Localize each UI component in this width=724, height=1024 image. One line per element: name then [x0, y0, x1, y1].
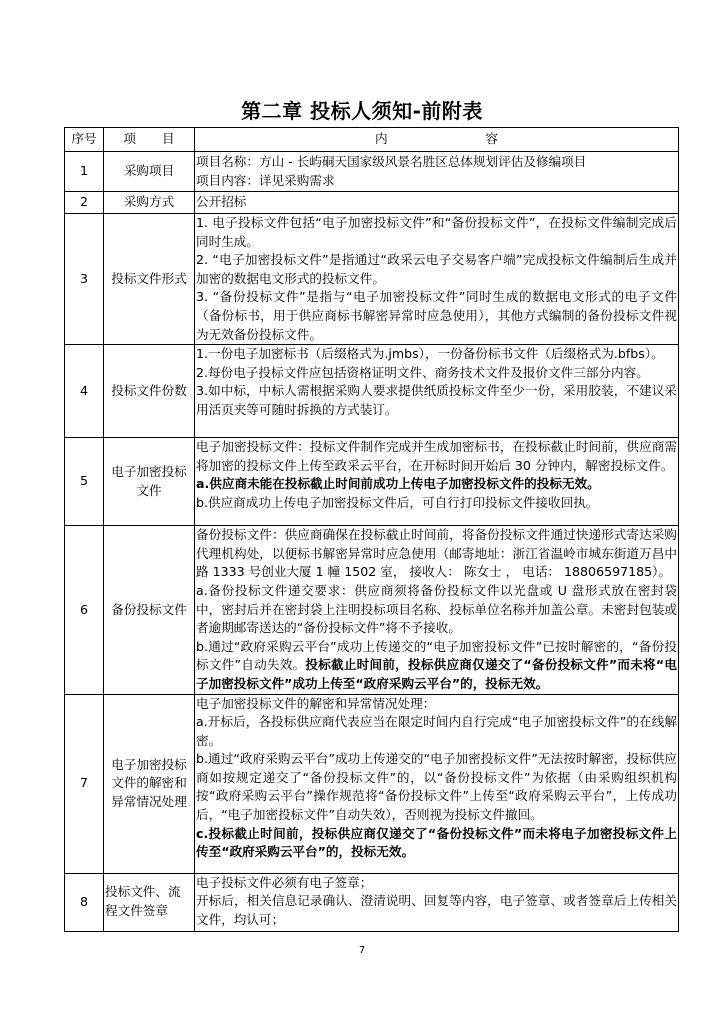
- content-paragraph: [196, 638, 677, 694]
- table-row: [65, 526, 679, 694]
- table-row: [65, 694, 679, 873]
- table-row: [65, 873, 679, 931]
- text: 2. “电子加密投标文件”是指通过“政采云电子交易客户端”完成投标文件编制后生成并加密的数据电文形式的投标文件。: [196, 252, 677, 286]
- row-content: [195, 345, 679, 438]
- text: 项目内容：详见采购需求: [196, 172, 335, 188]
- content-paragraph: [196, 172, 677, 191]
- text: a.开标后，各投标供应商代表应当在限定时间内自行完成“电子加密投标文件”的在线解密。: [196, 714, 677, 748]
- header-content-a: 内: [374, 131, 388, 147]
- row-item: 采购方式: [104, 192, 195, 214]
- row-number: 5: [65, 438, 104, 526]
- content-paragraph: [196, 713, 677, 750]
- content-paragraph: [196, 526, 677, 582]
- text: 1.一份电子加密标书（后缀格式为.jmbs），一份备份标书文件（后缀格式为.bfbs）。: [196, 346, 664, 362]
- row-content: [195, 152, 679, 192]
- content-paragraph: [196, 251, 677, 288]
- content-paragraph: [196, 153, 677, 172]
- row-content: [195, 192, 679, 214]
- header-content-b: 容: [485, 131, 499, 147]
- text: 备份投标文件：供应商确保在投标截止时间前，将备份投标文件通过快递形式寄达采购代理机构处，以便标书解密异常时应急使用（邮寄地址：浙江省温岭市城东街道万昌中路 1333 号创业大厦 1 幢 1502 室， 接收人： 陈女士 ， 电话： 18806597185）。: [196, 527, 677, 580]
- content-paragraph: [196, 214, 677, 251]
- row-content: [195, 873, 679, 931]
- bold-text: 投标截止时间前，投标供应商仅递交了“备份投标文件”而未将“电子加密投标文件”成功上传至“政府采购云平台”的，投标无效。: [196, 657, 677, 691]
- text: 项目名称：方山 - 长屿硐天国家级风景名胜区总体规划评估及修编项目: [196, 153, 587, 169]
- text: b.通过“政府采购云平台”成功上传递交的“电子加密投标文件”无法按时解密，投标供应商如按规定递交了“备份投标文件”的，以“备份投标文件”为依据（由采购组织机构按“政府采购云平台”操作规范将“备份投标文件”上传至“政府采购云平台”，上传成功后，“电子加密投标文件”自动失效），否则视为投标文件撤回。: [196, 751, 677, 823]
- header-no: 序号: [65, 128, 104, 152]
- row-content: [195, 526, 679, 694]
- row-item: 电子加密投标文件: [104, 438, 195, 526]
- table-row: [65, 345, 679, 438]
- row-item: 备份投标文件: [104, 526, 195, 694]
- content-paragraph: [196, 193, 677, 212]
- content-paragraph: [196, 582, 677, 638]
- row-number: 2: [65, 192, 104, 214]
- row-number: 4: [65, 345, 104, 438]
- row-number: 6: [65, 526, 104, 694]
- bidder-instructions-table: [64, 127, 679, 932]
- row-item: 投标文件、流程文件签章: [104, 873, 195, 931]
- text: 3. “备份投标文件”是指与“电子加密投标文件”同时生成的数据电文形式的电子文件（备份标书，用于供应商标书解密异常时应急使用），其他方式编制的备份投标文件视为无效备份投标文件。: [196, 289, 677, 342]
- content-paragraph: [196, 438, 677, 475]
- bold-text: c.投标截止时间前，投标供应商仅递交了“备份投标文件”而未将电子加密投标文件上传至“政府采购云平台”的，投标无效。: [196, 825, 677, 860]
- text: 1. 电子投标文件包括“电子加密投标文件”和“备份投标文件”，在投标文件编制完成后同时生成。: [196, 215, 677, 249]
- table-row: [65, 438, 679, 526]
- text: b.供应商成功上传电子加密投标文件后，可自行打印投标文件接收回执。: [196, 494, 599, 510]
- row-number: 3: [65, 214, 104, 345]
- row-item: 投标文件形式: [104, 214, 195, 345]
- header-content: [195, 128, 679, 152]
- row-number: 8: [65, 873, 104, 931]
- text: 开标后，相关信息记录确认、澄清说明、回复等内容，电子签章、或者签章后上传相关文件，均认可；: [196, 893, 677, 927]
- content-paragraph: [196, 364, 677, 383]
- row-item: 投标文件份数: [104, 345, 195, 438]
- content-paragraph: [196, 695, 677, 714]
- content-paragraph: [196, 892, 677, 929]
- text: 电子投标文件必须有电子签章；: [196, 874, 373, 890]
- row-content: [195, 438, 679, 526]
- content-paragraph: [196, 382, 677, 419]
- header-item: 项 目: [104, 128, 195, 152]
- content-paragraph: [196, 874, 677, 893]
- row-number: 7: [65, 694, 104, 873]
- content-paragraph: [196, 288, 677, 344]
- content-paragraph: [196, 475, 677, 494]
- row-item: 采购项目: [104, 152, 195, 192]
- row-number: 1: [65, 152, 104, 192]
- page-number: 7: [358, 945, 366, 956]
- text: b.通过“政府采购云平台”成功上传递交的“电子加密投标文件”已按时解密的，“备份投标文件”自动失效。: [196, 638, 677, 673]
- text: 2.每份电子投标文件应包括资格证明文件、商务技术文件及报价文件三部分内容。: [196, 364, 649, 380]
- page-title: 第二章 投标人须知-前附表: [241, 99, 483, 123]
- row-item: 电子加密投标文件的解密和异常情况处理: [104, 694, 195, 873]
- text: 公开招标: [196, 194, 247, 210]
- text: 电子加密投标文件的解密和异常情况处理：: [196, 695, 436, 711]
- row-content: [195, 694, 679, 873]
- content-paragraph: [196, 345, 677, 364]
- table-row: [65, 214, 679, 345]
- content-paragraph: [196, 494, 677, 513]
- table-header-row: [65, 128, 679, 152]
- content-paragraph: [196, 825, 677, 862]
- table-row: [65, 192, 679, 214]
- text: 3.如中标，中标人需根据采购人要求提供纸质投标文件至少一份，采用胶装，不建议采用活页夹等可随时拆换的方式装订。: [196, 383, 677, 417]
- table-row: [65, 152, 679, 192]
- text: a.备份投标文件递交要求：供应商须将备份投标文件以光盘或 U 盘形式放在密封袋中，密封后并在密封袋上注明投标项目名称、投标单位名称并加盖公章。未密封包装或者逾期邮寄送达的“备份投标文件”将不予接收。: [196, 582, 677, 636]
- content-paragraph: [196, 750, 677, 824]
- text: 电子加密投标文件：投标文件制作完成并生成加密标书，在投标截止时间前，供应商需将加密的投标文件上传至政采云平台，在开标时间开始后 30 分钟内，解密投标文件。: [196, 439, 677, 473]
- bold-text: a.供应商未能在投标截止时间前成功上传电子加密投标文件的投标无效。: [196, 476, 600, 492]
- row-content: [195, 214, 679, 345]
